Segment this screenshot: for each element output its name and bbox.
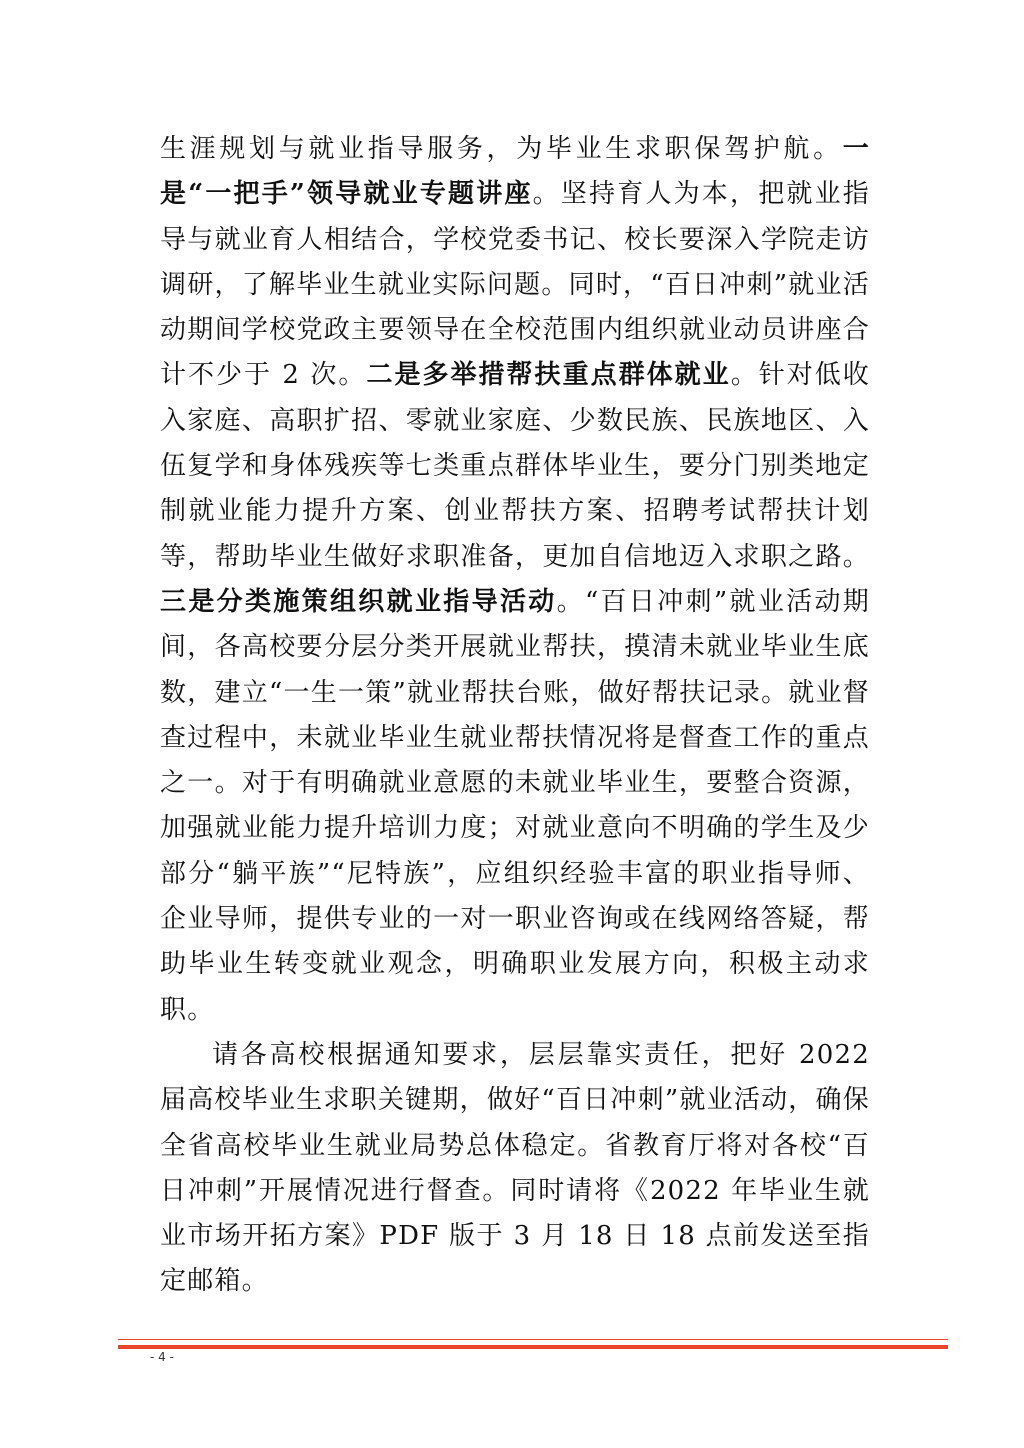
text-run: 生涯规划与就业指导服务，为毕业生求职保驾护航。 <box>160 134 843 164</box>
text-run: 请各高校根据通知要求，层层靠实责任，把好 2022 届高校毕业生求职关键期，做好“百日冲刺”就业活动，确保全省高校毕业生就业局势总体稳定。省教育厅将对各校“百日冲刺”开展情况进行督查。同时请将《2022 年毕业生就业市场开拓方案》PDF 版于 3 月 18 日 18 点前发送至指定邮箱。 <box>160 1039 870 1297</box>
page-number: - 4 - <box>150 1350 174 1364</box>
body-text <box>160 127 870 1305</box>
bold-heading-run: 二是多举措帮扶重点群体就业 <box>366 360 731 391</box>
text-run: 。坚持育人为本，把就业指导与就业育人相结合，学校党委书记、校长要深入学院走访调研，了解毕业生就业实际问题。同时，“百日冲刺”就业活动期间学校党政主要领导在全校范围内组织就业动员讲座合计不少于 2 次。 <box>160 179 870 391</box>
text-run: 。“百日冲刺”就业活动期间，各高校要分层分类开展就业帮扶，摸清未就业毕业生底数，建立“一生一策”就业帮扶台账，做好帮扶记录。就业督查过程中，未就业毕业生就业帮扶情况将是督查工作的重点之一。对于有明确就业意愿的未就业毕业生，要整合资源，加强就业能力提升培训力度；对就业意向不明确的学生及少部分“躺平族”“尼特族”，应组织经验丰富的职业指导师、企业导师，提供专业的一对一职业咨询或在线网络答疑，帮助毕业生转变就业观念，明确职业发展方向，积极主动求职。 <box>160 586 871 1025</box>
footer-rule-thin <box>118 1339 948 1340</box>
paragraph <box>160 1033 870 1305</box>
bold-heading-run: 一是“一把手”领导就业专题讲座 <box>160 134 870 210</box>
paragraph <box>160 127 870 1033</box>
footer-rule-thick <box>118 1345 948 1349</box>
bold-heading-run: 三是分类施策组织就业指导活动 <box>160 586 557 617</box>
text-run: 。针对低收入家庭、高职扩招、零就业家庭、少数民族、民族地区、入伍复学和身体残疾等七类重点群体毕业生，要分门别类地定制就业能力提升方案、创业帮扶方案、招聘考试帮扶计划等，帮助毕业生做好求职准备，更加自信地迈入求职之路。 <box>160 360 870 572</box>
